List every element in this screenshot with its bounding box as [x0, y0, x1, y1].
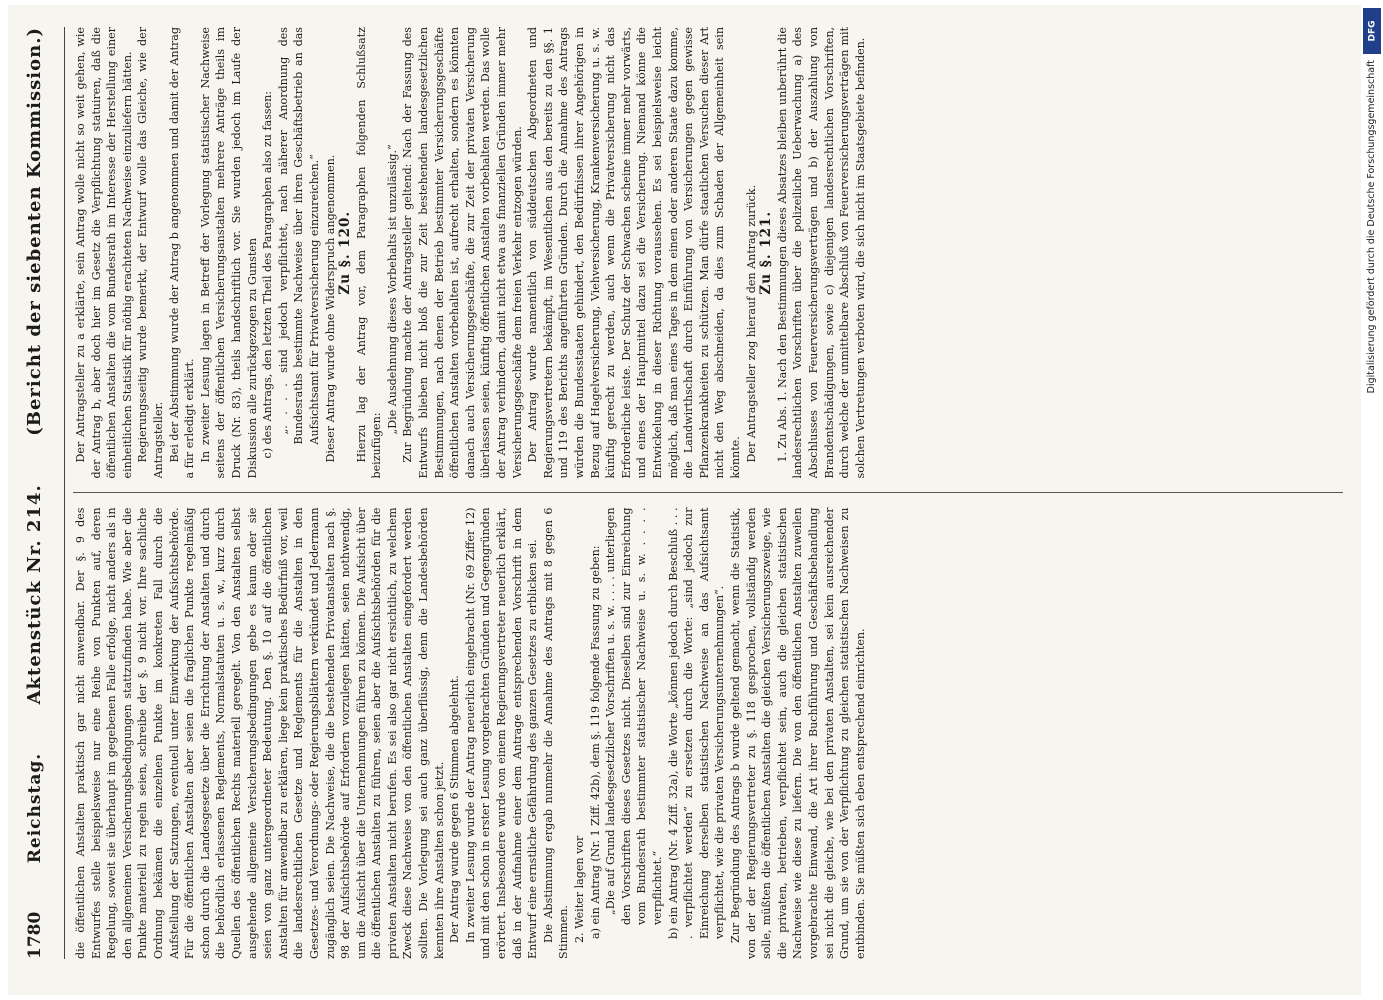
list-item: c) des Antrags, den letzten Theil des Paragraphen also zu fassen:	[261, 90, 275, 459]
digitization-credit: Digitalisierung gefördert durch die Deutsche Forschungsgemeinschaft	[1366, 60, 1377, 394]
rotated-page	[8, 5, 1361, 995]
left-column	[73, 508, 1343, 960]
paragraph: In zweiter Lesung lagen in Betreff der Vorlegung statistischer Nachweise seitens der öffentlichen Versicherungsanstalten mehrere Anträge theils im Druck (Nr. 83), theils handschriftlich vor. Sie wurden jedoch im Laufe der Diskussion alle zurückgezogen zu Gunsten	[198, 27, 259, 479]
right-column	[73, 27, 1343, 479]
header-left: Reichstag.	[25, 752, 45, 864]
paragraph: Die Abstimmung ergab nunmehr die Annahme des Antrags mit 8 gegen 6 Stimmen.	[541, 507, 571, 959]
page-number: 1780	[25, 911, 45, 959]
scanned-page	[8, 5, 1361, 995]
text-columns	[73, 27, 1343, 959]
quote: „. . . . sind jedoch verpflichtet, nach näherer Anordnung des Bundesraths bestimmte Nachweise über ihren Geschäftsbetrieb an das Aufsichtsamt für Privatversicherung einzureichen.“	[276, 27, 321, 445]
header-right: (Bericht der siebenten Kommission.)	[24, 27, 45, 436]
right-margin	[1361, 0, 1383, 1000]
paragraph: Bei der Abstimmung wurde der Antrag b angenommen und damit der Antrag a für erledigt erklärt.	[167, 27, 197, 479]
paragraph: Dieser Antrag wurde ohne Widerspruch angenommen.	[323, 154, 337, 463]
paragraph: Der Antragsteller zog hierauf den Antrag zurück.	[744, 184, 758, 463]
list-item: a) ein Antrag (Nr. 1 Ziff. 42b), dem §. 119 folgende Fassung zu geben:	[588, 545, 602, 939]
section-heading-121: Zu §. 121.	[758, 210, 775, 295]
paragraph: Der Antragsteller zu a erklärte, sein Antrag wolle nicht so weit gehen, wie der Antrag b, aber doch hier im Gesetz die Verpflichtung statuiren, daß die öffentlichen Anstalten die vom Bundesrath im Interesse der Herstellung einer einheitlichen Statistik für nöthig erachteten Nachweise einzuliefern hätten.	[74, 27, 134, 479]
paragraph: In zweiter Lesung wurde der Antrag neuerlich eingebracht (Nr. 69 Ziffer 12) und mit den schon in erster Lesung vorgebrachten Gründen und Gegengründen erörtert. Insbesondere wurde von einem Regierungsvertreter neuerlich erklärt, daß in der Aufnahme einer dem Antrage entsprechenden Vorschrift in dem Entwurf eine ernstliche Gefährdung des ganzen Gesetzes zu erblicken sei.	[463, 507, 540, 959]
header-center: Aktenstück Nr. 214.	[24, 484, 45, 705]
paragraph: Zur Begründung des Antrags b wurde geltend gemacht, wenn die Statistik, von der der Regierungsvertreter zu §. 118 gesprochen, vollständig werden solle, müßten die öffentlichen Anstalten die gleichen Versicherungszweige, wie die privaten, betrieben, verpflichtet sein, auch die gleichen statistischen Nachweise wie diese zu liefern. Die von den öffentlichen Anstalten zuweilen vorgebrachte Einwand, die Art ihrer Buchführung und Geschäftsbehandlung sei nicht die gleiche, wie bei den privaten Anstalten, sei kein ausreichender Grund, um sie von der Verpflichtung zu gleichen statistischen Nachweisen zu entbinden. Sie müßten sich eben entsprechend einrichten.	[728, 507, 867, 959]
paragraph: Der Antrag wurde gegen 6 Stimmen abgelehnt.	[448, 675, 462, 943]
paragraph: Der Antrag wurde namentlich von süddeutschen Abgeordneten und Regierungsvertretern bekämpft, im Wesentlichen aus den bereits zu den §§. 1 und 119 des Berichts angeführten Gründen. Durch die Annahme des Antrags würden die Bundesstaaten gehindert, den Bedürfnissen ihrer Angehörigen in Bezug auf Hagelversicherung, Viehversicherung, Krankenversicherung u. s. w. künftig gerecht zu werden, auch wenn die Privatversicherung nicht das Erforderliche leiste. Der Schutz der Schwachen scheine immer mehr vorwärts, und eines der Hauptmittel dazu sei die Versicherung. Niemand könne die Entwickelung in dieser Richtung voraussehen. Es sei beispielsweise leicht möglich, daß man eines Tages in dem einen oder anderen Staate dazu komme, die Landwirthschaft durch Einführung von Versicherungen gegen gewisse Pflanzenkrankheiten zu schützen. Man dürfe staatlichen Versuchen dieser Art nicht den Weg abschneiden, da dies zum Schaden der Allgemeinheit sein könnte.	[526, 27, 742, 479]
quote: „Die auf Grund landesgesetzlicher Vorschriften u. s. w. . . . . unterliegen den Vorschriften dieses Gesetzes nicht. Dieselben sind zur Einreichung vom Bundesrath bestimmter statistischer Nachweise u. s. w. . . . . verpflichtet.“	[604, 507, 664, 925]
paragraph: 1. Zu Abs. 1. Nach den Bestimmungen dieses Absatzes bleiben unberührt die landesrechtlichen Vorschriften über die polizeiliche Ueberwachung a) des Abschlusses von Feuerversicherungsverträgen und b) der Auszahlung von Brandentschädigungen, sowie c) diejenigen landesrechtlichen Vorschriften, durch welche der unmittelbare Abschluß von Feuerversicherungsverträgen mit solchen Vertretungen verboten wird, die sich nicht im Staatsgebiete befinden.	[775, 27, 867, 479]
paragraph: die öffentlichen Anstalten praktisch gar nicht anwendbar. Der §. 9 des Entwurfes stelle beispielsweise nur eine Reihe von Punkten auf, deren Regelung, soweit sie überhaupt im gegebenen Falle erfolge, nicht anders als in den allgemeinen Versicherungsbedingungen stattzufinden habe. Wie aber die Punkte materiell zu regeln seien, schreibe der §. 9 nicht vor. Ihre sachliche Ordnung bekämen die einzelnen Punkte im konkreten Fall durch die Aufstellung der Satzungen, eventuell unter Einwirkung der Aufsichtsbehörde. Für die öffentlichen Anstalten aber seien die fraglichen Punkte regelmäßig schon durch die Landesgesetze über die Errichtung der Anstalten und durch die behördlich erlassenen Reglements, Normalstatuten u. s. w., kurz durch Quellen des öffentlichen Rechts materiell geregelt. Von den Anstalten selbst ausgehende allgemeine Versicherungsbedingungen gebe es kaum oder sie seien von ganz untergeordneter Bedeutung. Den §. 10 auf die öffentlichen Anstalten für anwendbar zu erklären, liege kein praktisches Bedürfniß vor, weil die landesrechtlichen Gesetze und Reglements für die Anstalten in den Gesetzes- und Verordnungs- oder Regierungsblättern verkündet und Jedermann zugänglich seien. Die Nachweise, die die bestehenden Privatanstalten nach §. 98 der Aufsichtsbehörde auf Erfordern vorzulegen hätten, seien nothwendig, um die Aufsicht über die Unternehmungen führen zu können. Die Aufsicht über die öffentlichen Anstalten zu führen, seien aber die Aufsichtsbehörden für die privaten Anstalten nicht berufen. Es sei also gar nicht ersichtlich, zu welchem Zweck diese Nachweise von den öffentlichen Anstalten eingefordert werden sollten. Die Vorlegung sei auch ganz überflüssig, denn die Landesbehörden kennten ihre Anstalten schon jetzt.	[74, 507, 446, 959]
list-item: b) ein Antrag (Nr. 4 Ziff. 32a), die Worte „können jedoch durch Beschluß . . . . verpflichtet werden“ zu ersetzen durch die Worte: „sind jedoch zur Einreichung derselben statistischen Nachweise an das Aufsichtsamt verpflichtet, wie die privaten Versicherungsunternehmungen“.	[666, 507, 727, 939]
page-header	[24, 27, 65, 959]
paragraph: Hierzu lag der Antrag vor, dem Paragraphen folgenden Schlußsatz beizufügen:	[354, 27, 384, 479]
paragraph: 2. Weiter lagen vor	[573, 835, 586, 943]
quote: „Die Ausdehnung dieses Vorbehalts ist unzulässig.“	[385, 144, 399, 435]
paragraph: Regierungsseitig wurde bemerkt, der Entwurf wolle das Gleiche, wie der Antragsteller.	[136, 27, 165, 479]
dfg-logo: DFG	[1363, 8, 1381, 54]
paragraph: Zur Begründung machte der Antragsteller geltend: Nach der Fassung des Entwurfs blieben nicht bloß die zur Zeit bestehenden landesgesetzlichen Bestimmungen, nach denen der Betrieb bestimmter Versicherungsgeschäfte öffentlichen Anstalten vorbehalten ist, aufrecht erhalten, sondern es könnten danach auch Versicherungsgeschäfte, die zur Zeit der privaten Versicherung überlassen seien, künftig öffentlichen Anstalten vorbehalten werden. Das wolle der Antrag verhindern, damit nicht etwa aus finanziellen Gründen immer mehr Versicherungsgeschäfte dem freien Verkehr entzogen würden.	[401, 27, 524, 479]
section-heading-120: Zu §. 120.	[337, 210, 354, 295]
column-divider	[73, 493, 1343, 494]
